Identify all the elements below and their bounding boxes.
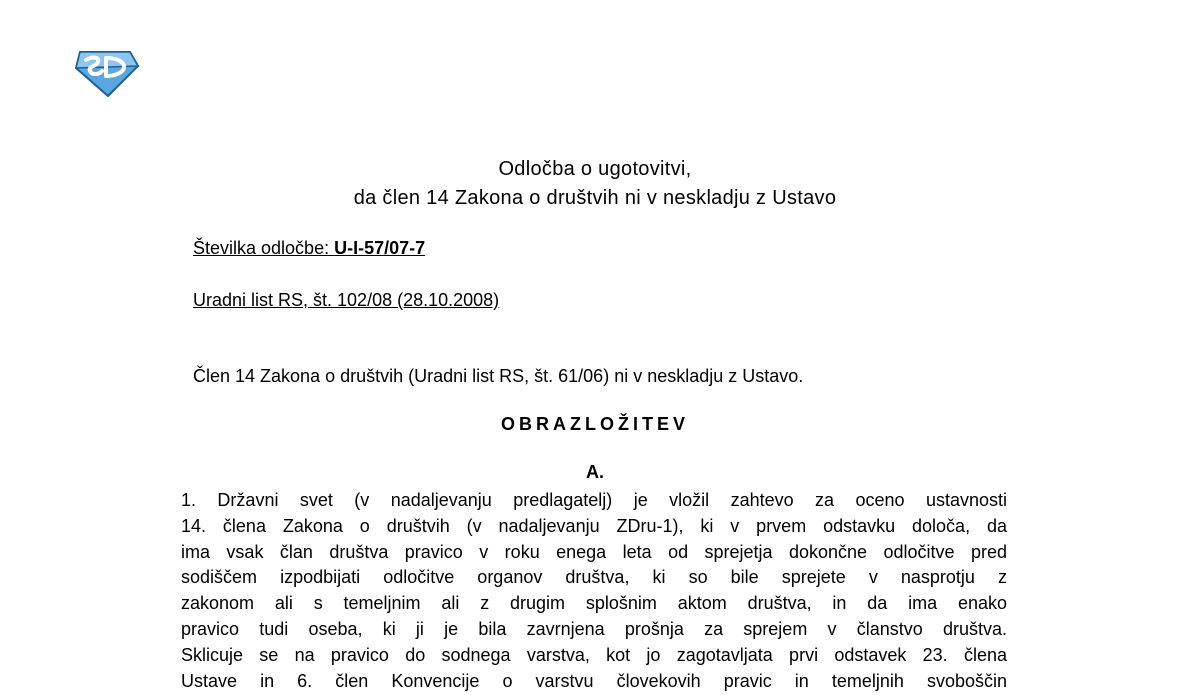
paragraph-line: ima vsak član društva pravico v roku enega leta od sprejetja dokončne odločitve pred bbox=[181, 541, 1007, 562]
section-a-heading: A. bbox=[586, 462, 604, 482]
paragraph-line: pravico tudi oseba, ki ji je bila zavrnjena prošnja za sprejem v članstvo društva. bbox=[181, 618, 1007, 639]
gazette-reference bbox=[193, 290, 499, 311]
paragraph-line: zakonom ali s temeljnim ali z drugim splošnim aktom društva, in da ima enako bbox=[181, 593, 1007, 614]
decision-number bbox=[193, 238, 425, 259]
paragraph-1 bbox=[181, 488, 1007, 694]
gazette-text: Uradni list RS, št. 102/08 (28.10.2008) bbox=[193, 290, 500, 310]
decision-number-value: U-I-57/07-7 bbox=[334, 238, 426, 258]
sd-shield-logo-icon bbox=[72, 46, 140, 98]
paragraph-line: Sklicuje se na pravico do sodnega varstva, kot jo zagotavljata prvi odstavek 23. člena bbox=[181, 644, 1007, 665]
paragraph-line: Ustave in 6. člen Konvencije o varstvu človekovih pravic in temeljnih svoboščin bbox=[181, 670, 1007, 691]
document-title-line-2: da člen 14 Zakona o društvih ni v neskladju z Ustavo bbox=[353, 187, 837, 209]
paragraph-line: 1. Državni svet (v nadaljevanju predlagatelj) je vložil zahtevo za oceno ustavnosti bbox=[181, 490, 1007, 510]
paragraph-line: 14. člena Zakona o društvih (v nadaljevanju ZDru-1), ki v prvem odstavku določa, da bbox=[181, 515, 1007, 536]
paragraph-line: sodiščem izpodbijati odločitve organov društva, ki so bile sprejete v nasprotju z bbox=[181, 567, 1007, 588]
reasoning-heading: OBRAZLOŽITEV bbox=[501, 414, 689, 434]
ruling-statement: Člen 14 Zakona o društvih (Uradni list RS, št. 61/06) ni v neskladju z Ustavo. bbox=[193, 366, 804, 386]
decision-number-label: Številka odločbe: bbox=[193, 238, 335, 258]
document-title-line-1: Odločba o ugotovitvi, bbox=[498, 158, 692, 180]
